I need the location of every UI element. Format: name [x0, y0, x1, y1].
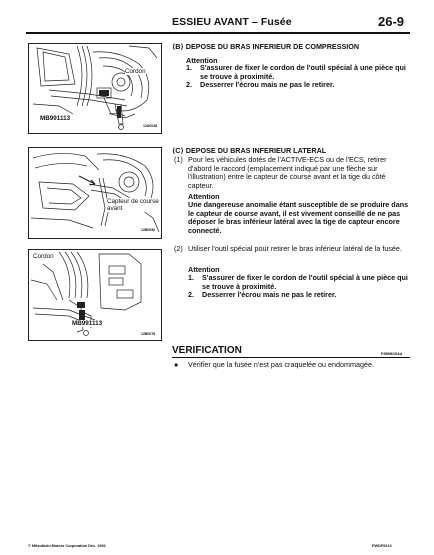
section-c-paragraph-2 — [174, 245, 410, 254]
step-number: 1. — [186, 63, 192, 72]
section-c-title: ⟨C⟩ DEPOSE DU BRAS INFERIEUR LATERAL — [172, 146, 327, 155]
figure-stroke-sensor — [28, 147, 162, 239]
footer-code: PWDF9213 — [372, 544, 392, 548]
bullet-dot-icon: ● — [174, 360, 179, 369]
figure-code: 12A0048 — [143, 124, 158, 128]
footer-copyright: © Mitsubishi Motors Corporation Déc. 1992 — [28, 544, 106, 548]
figure-part-number: MB991113 — [72, 320, 103, 327]
step-text: Desserrer l'écrou mais ne pas le retirer. — [202, 290, 337, 299]
verification-bullet — [174, 361, 410, 370]
paragraph-number: (2) — [174, 244, 183, 253]
section-c-step-2 — [188, 291, 412, 300]
figure-compression-arm — [28, 43, 162, 134]
header-title: ESSIEU AVANT – Fusée — [172, 16, 292, 28]
figure-code: 12B0078 — [141, 332, 156, 336]
paragraph-text: Utiliser l'outil spécial pour retirer le bras inférieur latéral de la fusée. — [188, 244, 402, 253]
header-rule — [26, 32, 410, 34]
figure-code: 12B0050 — [141, 228, 156, 232]
section-c-warning: Une dangereuse anomalie étant susceptible de se produire dans le capteur de course avant, il est vivement conseillé de ne pas déposer le bras inférieur latéral avec la tige de capteur encore connecté. — [188, 200, 409, 235]
page-number: 26-9 — [378, 14, 405, 29]
step-text: S'assurer de fixer le cordon de l'outil spécial à une pièce qui se trouve à proximité. — [200, 63, 406, 81]
section-b-attention: Attention — [186, 56, 218, 65]
step-text: Desserrer l'écrou mais ne pas le retirer. — [200, 80, 335, 89]
step-number: 2. — [188, 290, 194, 299]
paragraph-text: Pour les véhicules dotés de l'ACTIVE-ECS ou de l'ECS, retirer d'abord le raccord (emplacement indiqué par une flèche sur l'illustration) entre le capteur de course avant et la tige du côté capteur. — [188, 155, 387, 190]
step-number: 1. — [188, 273, 194, 282]
section-c-attention-2: Attention — [188, 265, 220, 274]
section-c-paragraph-1 — [174, 156, 410, 190]
step-number: 2. — [186, 80, 192, 89]
verification-title: VERIFICATION — [172, 345, 242, 356]
section-c-attention-1: Attention — [188, 192, 220, 201]
bullet-text: Vérifier que la fusée n'est pas craquelée ou endommagée. — [188, 360, 374, 369]
paragraph-number: (1) — [174, 155, 183, 164]
figure-drawing — [29, 148, 161, 238]
figure-label-cordon: Cordon — [33, 253, 54, 260]
figure-label-cordon: Cordon — [125, 68, 146, 75]
figure-lateral-arm — [28, 249, 162, 341]
verification-rule — [172, 357, 410, 358]
section-c-step-1 — [188, 274, 412, 291]
figure-part-number: MB991113 — [40, 115, 71, 122]
section-b-step-2 — [186, 81, 412, 90]
verification-code: P26BHOSAA — [381, 352, 403, 356]
figure-label-stroke-sensor: Capteur de course avant — [107, 198, 159, 212]
step-text: S'assurer de fixer le cordon de l'outil spécial à une pièce qui se trouve à proximité. — [202, 273, 408, 291]
section-b-title: ⟨B⟩ DEPOSE DU BRAS INFERIEUR DE COMPRESSION — [172, 42, 360, 51]
section-b-step-1 — [186, 64, 412, 81]
